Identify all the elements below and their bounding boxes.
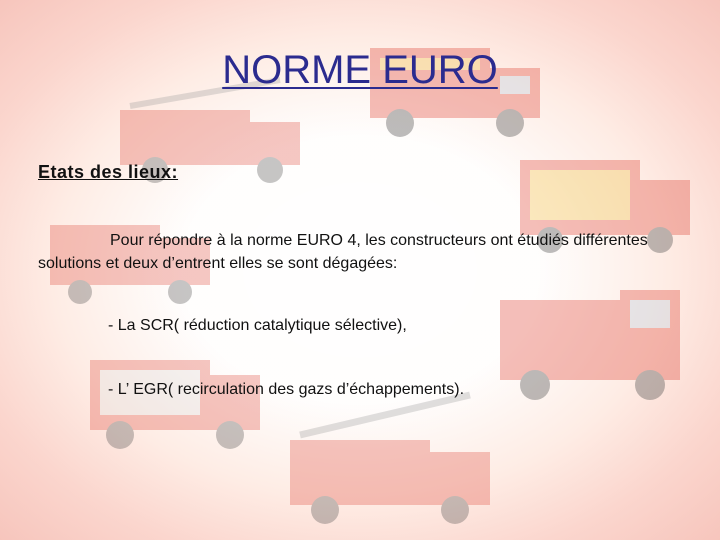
body-paragraph: Pour répondre à la norme EURO 4, les constructeurs ont étudiés différentes solutions et deux d’entrent elles se sont dégagées:	[38, 232, 648, 272]
list-item: - La SCR( réduction catalytique sélective),	[108, 317, 407, 334]
section-heading: Etats des lieux:	[38, 162, 179, 182]
fire-truck-icon	[490, 270, 690, 410]
fire-truck-icon	[280, 390, 500, 530]
slide-title: NORME EURO	[222, 48, 498, 92]
list-item: - L’ EGR( recirculation des gazs d’échappements).	[108, 381, 465, 398]
